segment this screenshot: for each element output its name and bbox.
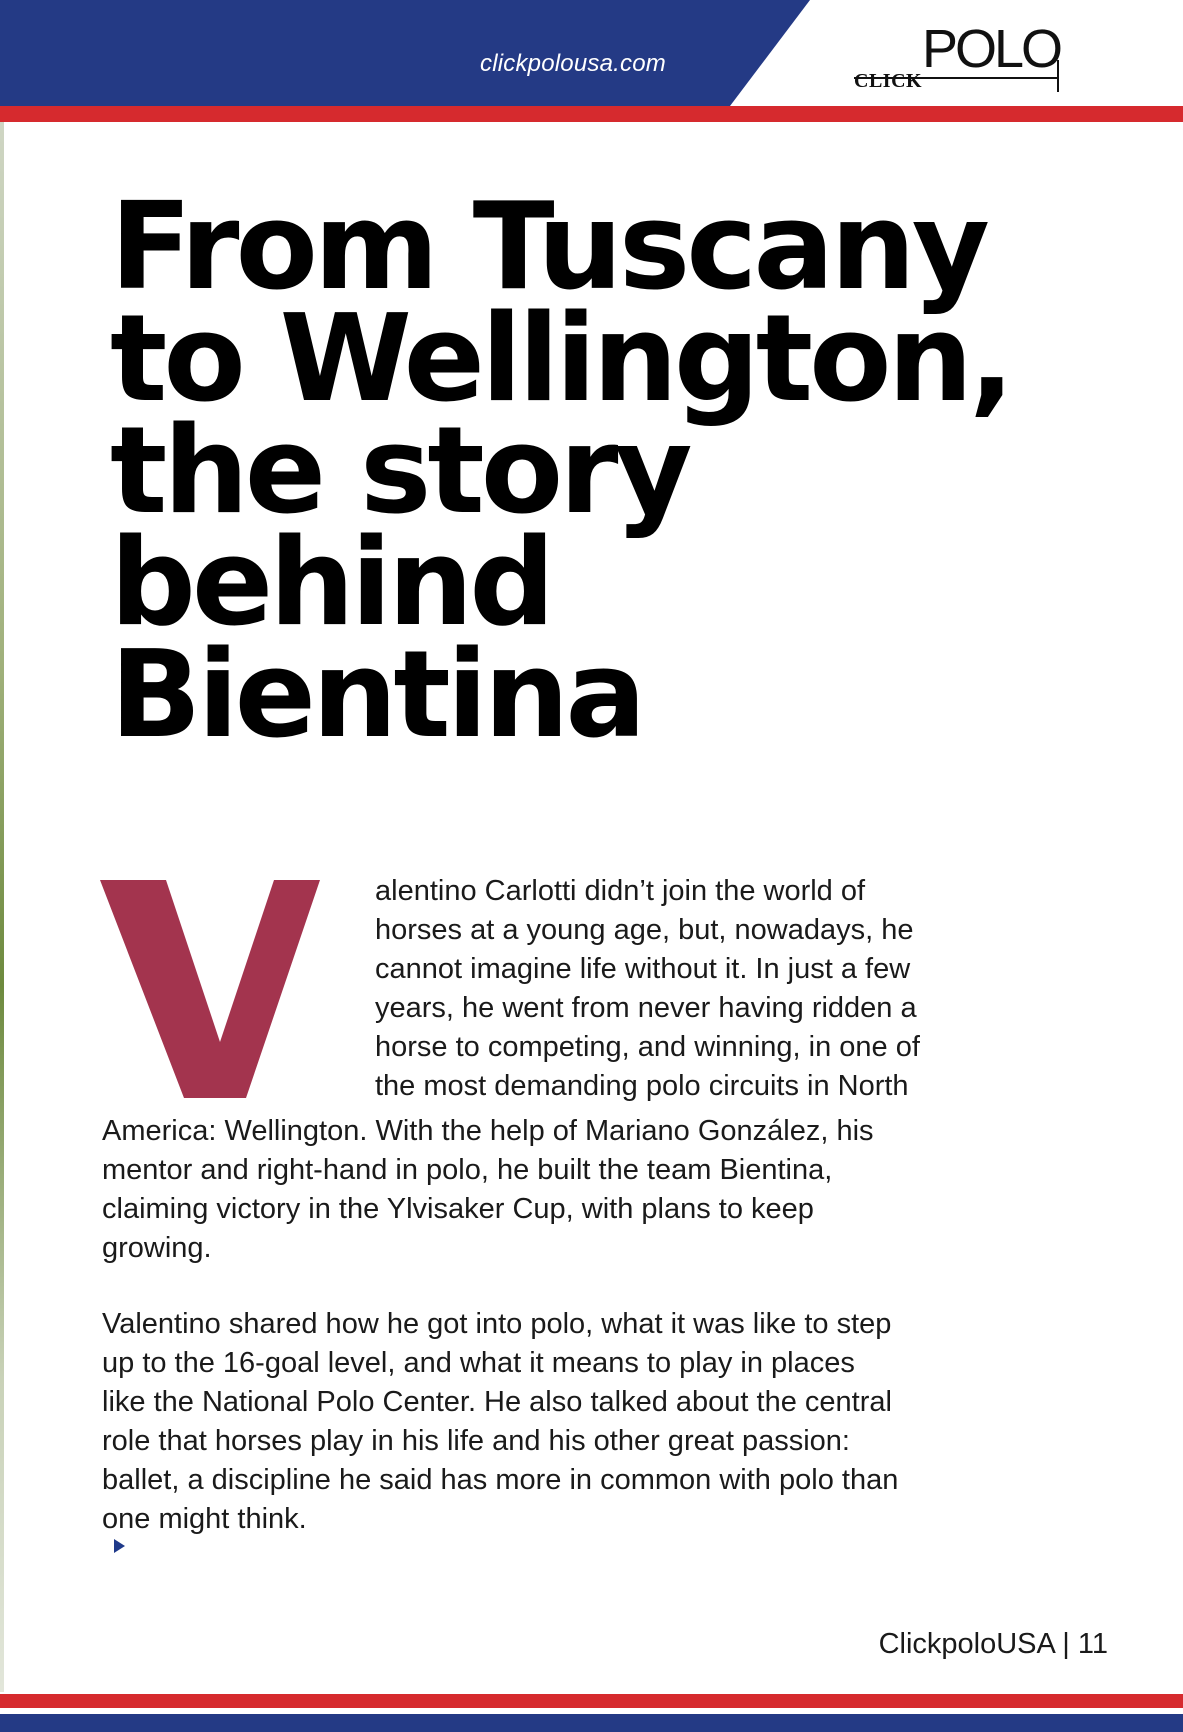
text-line: role that horses play in his life and his other great passion: [102, 1425, 850, 1457]
header-red-stripe [0, 106, 1183, 122]
site-url[interactable]: clickpolousa.com [480, 50, 666, 77]
title-line: to Wellington, [110, 290, 1011, 429]
triangle-right-icon [114, 1539, 125, 1553]
text-line: horses at a young age, but, nowadays, he [375, 914, 914, 946]
text-line: alentino Carlotti didn’t join the world of [375, 875, 866, 907]
text-line: the most demanding polo circuits in North [375, 1070, 909, 1102]
clickpolo-logo [850, 20, 1070, 100]
drop-cap-letter-shape [100, 880, 320, 1098]
text-line: cannot imagine life without it. In just a few [375, 953, 911, 985]
page-number: ClickpoloUSA | 11 [878, 1628, 1108, 1660]
logo-underline [850, 20, 1070, 100]
paragraph-1-intro [375, 872, 1075, 1106]
text-line: mentor and right-hand in polo, he built the team Bientina, [102, 1154, 833, 1186]
left-edge-photo-strip [0, 122, 4, 1692]
text-line: claiming victory in the Ylvisaker Cup, with plans to keep [102, 1193, 814, 1225]
footer-red-stripe [0, 1694, 1183, 1708]
title-line: Bientina [110, 626, 643, 765]
text-line: growing. [102, 1232, 212, 1264]
paragraph-2 [102, 1305, 1082, 1553]
text-line: years, he went from never having ridden a [375, 992, 917, 1024]
page-header [0, 0, 1183, 122]
text-line-last [102, 1500, 1082, 1553]
text-line: ballet, a discipline he said has more in common with polo than [102, 1464, 899, 1496]
text-line: horse to competing, and winning, in one of [375, 1031, 920, 1063]
paragraph-1-continued [102, 1112, 1082, 1268]
text-line: like the National Polo Center. He also talked about the central [102, 1386, 892, 1418]
title-line: behind [110, 514, 552, 653]
logo-polo-text: POLO [922, 19, 1061, 79]
footer-stripes [0, 1694, 1183, 1732]
text-line: Valentino shared how he got into polo, what it was like to step [102, 1308, 892, 1340]
logo-click-text: CLICK [854, 70, 923, 92]
article-title [110, 178, 1070, 765]
text-line: up to the 16-goal level, and what it means to play in places [102, 1347, 855, 1379]
title-line: From Tuscany [110, 178, 987, 317]
title-line: the story [110, 402, 689, 541]
text-line: one might think. [102, 1503, 307, 1535]
drop-cap [96, 860, 336, 1100]
text-line: America: Wellington. With the help of Mariano González, his [102, 1115, 874, 1147]
footer-navy-stripe [0, 1714, 1183, 1732]
